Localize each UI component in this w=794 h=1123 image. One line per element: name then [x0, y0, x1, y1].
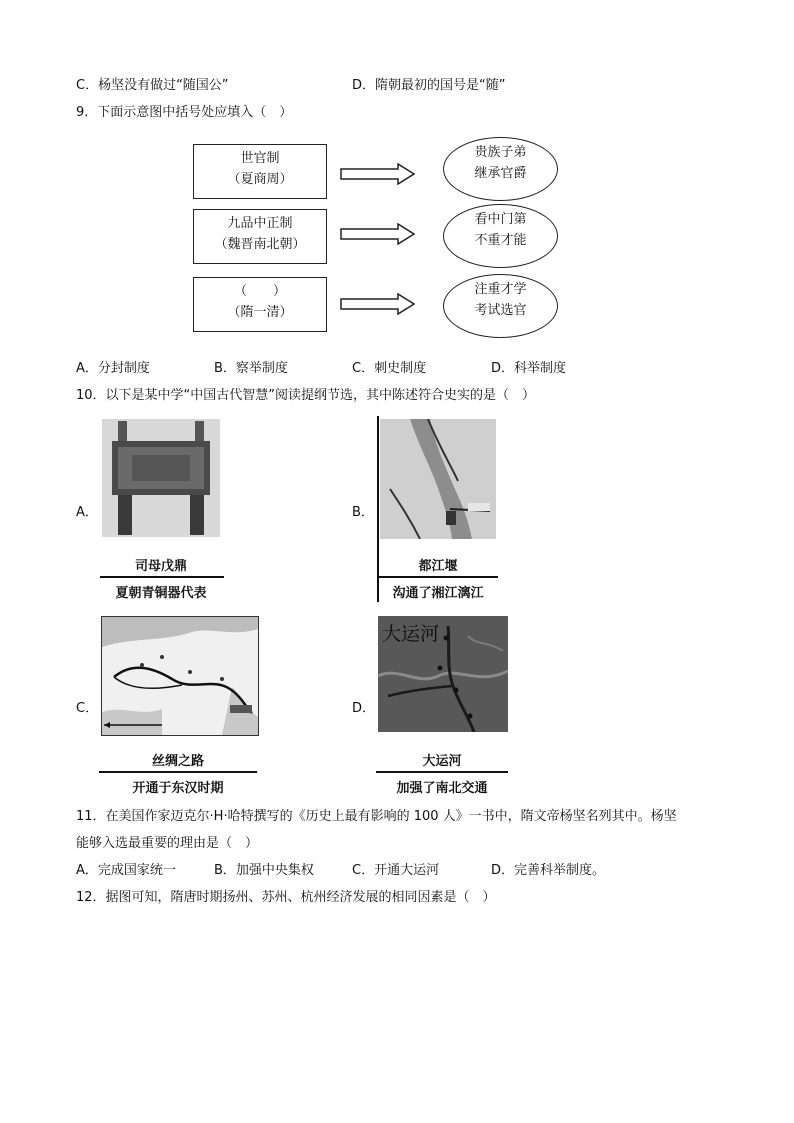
diagram-box-2 [193, 209, 327, 264]
q10-item-b-statement: 沟通了湘江漓江 [392, 586, 484, 601]
q10-item-d-title: 大运河 [422, 754, 462, 769]
diagram-box-3 [193, 277, 327, 332]
divider [378, 576, 498, 578]
diagram-box-1-line1: 世官制 [240, 151, 280, 166]
q10-item-b-label: B． [352, 505, 374, 520]
diagram-oval-2 [443, 204, 558, 268]
q10-item-b-title: 都江堰 [418, 559, 458, 574]
diagram-box-2-line1: 九品中正制 [227, 216, 293, 231]
bronze-ding-image [102, 419, 220, 537]
q9-stem: 9．下面示意图中括号处应填入（ ） [76, 105, 293, 120]
q8-option-d: D．隋朝最初的国号是“随” [352, 78, 506, 93]
diagram-box-2-line2: （魏晋南北朝） [214, 237, 306, 252]
q10-item-a-label: A． [76, 505, 98, 520]
q12-stem: 12．据图可知，隋唐时期扬州、苏州、杭州经济发展的相同因素是（ ） [76, 890, 496, 905]
q9-option-b: B．察举制度 [214, 361, 288, 376]
diagram-oval-1-line1: 贵族子弟 [474, 145, 527, 160]
q11-stem-line2: 能够入选最重要的理由是（ ） [76, 836, 259, 851]
divider [100, 576, 224, 578]
diagram-box-1 [193, 144, 327, 199]
grand-canal-map-image [378, 616, 508, 732]
q10-item-c-title: 丝绸之路 [151, 754, 204, 769]
diagram-oval-1 [443, 137, 558, 201]
divider [99, 771, 257, 773]
q10-item-a-statement: 夏朝青铜器代表 [115, 586, 207, 601]
diagram-oval-3-line2: 考试选官 [474, 303, 527, 318]
divider [377, 416, 379, 602]
divider [376, 771, 508, 773]
q10-item-c-label: C． [76, 701, 99, 716]
q11-option-a: A．完成国家统一 [76, 863, 176, 878]
diagram-oval-2-line2: 不重才能 [474, 233, 527, 248]
silk-road-map-image [101, 616, 259, 736]
q10-stem: 10．以下是某中学“中国古代智慧”阅读提纲节选，其中陈述符合史实的是（ ） [76, 388, 536, 403]
diagram-oval-3 [443, 274, 558, 338]
q8-option-c: C．杨坚没有做过“随国公” [76, 78, 229, 93]
diagram-oval-1-line2: 继承官爵 [474, 166, 527, 181]
q11-option-d: D．完善科举制度。 [491, 863, 606, 878]
diagram-box-3-line2: （隋一清） [227, 305, 293, 320]
q10-item-d-label: D． [352, 701, 376, 716]
q11-option-b: B．加强中央集权 [214, 863, 314, 878]
arrow-right-icon [340, 293, 416, 315]
arrow-right-icon [340, 223, 416, 245]
diagram-box-1-line2: （夏商周） [227, 172, 293, 187]
dujiangyan-map-image [380, 419, 496, 539]
q10-item-a-title: 司母戊鼎 [134, 559, 187, 574]
map-title-label: 大运河 [382, 623, 440, 645]
q11-option-c: C．开通大运河 [352, 863, 440, 878]
diagram-oval-3-line1: 注重才学 [474, 282, 527, 297]
arrow-right-icon [340, 163, 416, 185]
q10-item-c-statement: 开通于东汉时期 [132, 781, 224, 796]
diagram-oval-2-line1: 看中门第 [474, 212, 527, 227]
q9-option-d: D．科举制度 [491, 361, 567, 376]
q11-stem-line1: 11．在美国作家迈克尔·H·哈特撰写的《历史上最有影响的 100 人》一书中，隋文帝杨坚名列其中。杨坚 [76, 809, 677, 824]
q9-option-a: A．分封制度 [76, 361, 150, 376]
diagram-box-3-line1: （ ） [233, 284, 286, 299]
q10-item-d-statement: 加强了南北交通 [396, 781, 488, 796]
q9-option-c: C．刺史制度 [352, 361, 427, 376]
